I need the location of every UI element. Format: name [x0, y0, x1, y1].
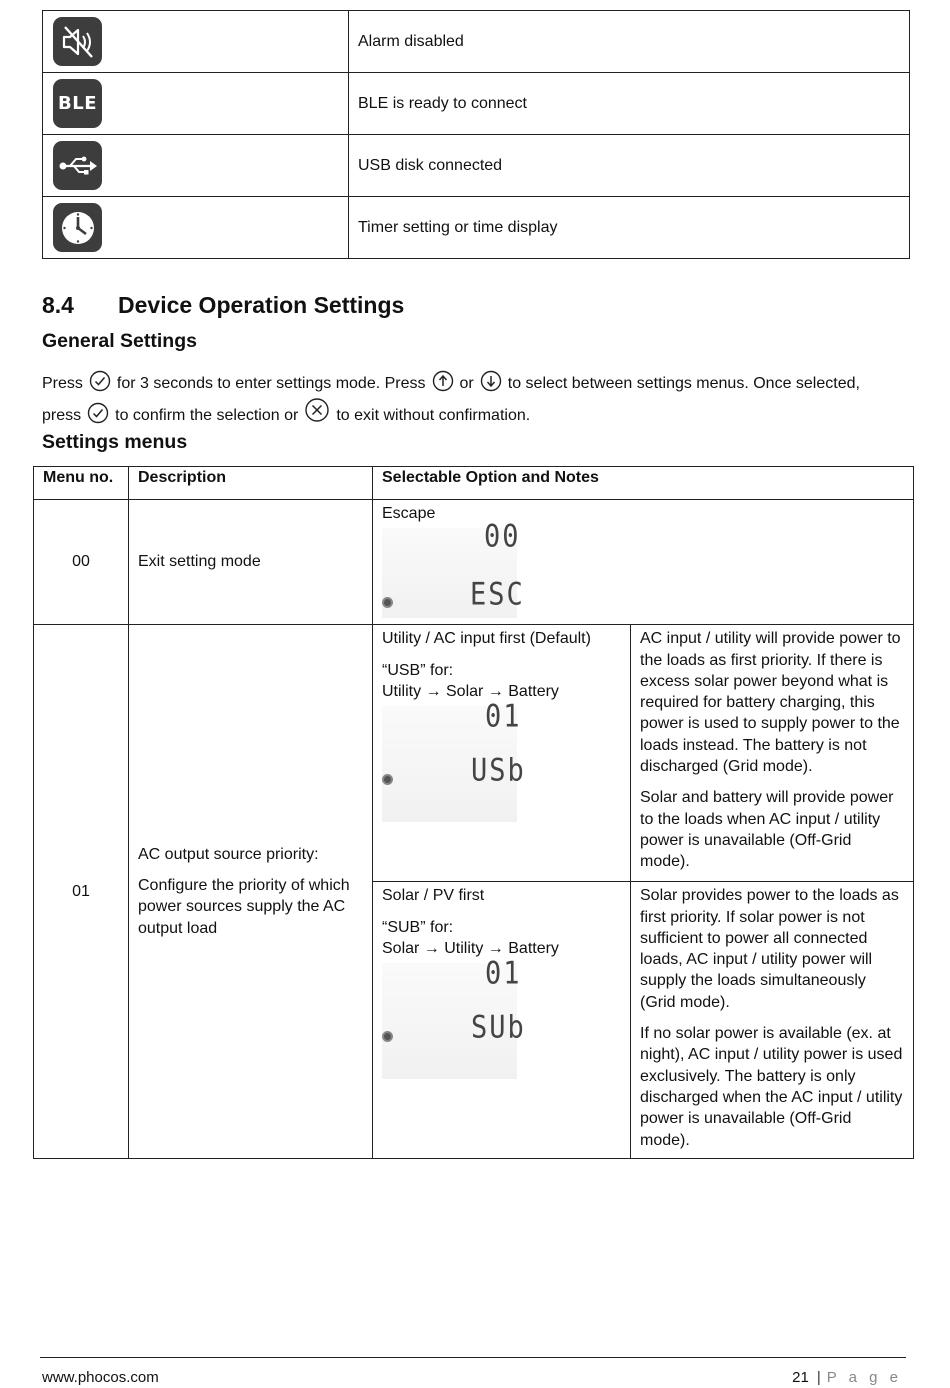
option-path: Solar → Utility → Battery	[382, 939, 559, 957]
settings-menu-table	[33, 466, 914, 1159]
section-number: 8.4	[42, 292, 74, 318]
icon-description: BLE is ready to connect	[349, 73, 910, 135]
option-title: Solar / PV first	[382, 887, 485, 905]
lcd-display	[382, 698, 622, 822]
menu-description: AC output source priority: Configure the priority of which power sources supply the AC output load	[129, 625, 373, 1159]
lcd-display	[382, 518, 622, 620]
column-header-menu-no: Menu no.	[34, 467, 129, 500]
confirm-check-icon	[89, 370, 111, 392]
lcd-display	[382, 955, 622, 1079]
table-row	[43, 11, 910, 73]
menu-number: 01	[34, 625, 129, 1159]
icon-description: USB disk connected	[349, 135, 910, 197]
footer-website: www.phocos.com	[42, 1369, 159, 1386]
menu-description: Exit setting mode	[129, 500, 373, 625]
ble-icon-label: BLE	[58, 93, 97, 114]
usb-icon	[53, 141, 102, 190]
lcd-menu-number: 00	[484, 518, 521, 555]
option-code: “SUB” for:	[382, 918, 454, 936]
escape-x-icon	[304, 398, 330, 424]
section-heading	[42, 292, 404, 319]
menu-option-cell	[373, 500, 914, 625]
lcd-menu-number: 01	[485, 955, 522, 992]
menu-option-cell	[373, 882, 631, 1159]
settings-menus-heading: Settings menus	[42, 431, 188, 453]
section-title: Device Operation Settings	[118, 292, 405, 318]
lcd-option-code: SUb	[471, 1009, 526, 1046]
option-title: Utility / AC input first (Default)	[382, 630, 591, 648]
clock-icon	[53, 203, 102, 252]
option-notes: Solar provides power to the loads as first priority. If solar power is not sufficient to power all connected loads, AC input / utility power will supply the loads simultaneously (Grid mode). If no solar power is available (ex. at night), AC input / utility power is used exclusively. The battery is only discharged when the AC input / utility power is unavailable (Off-Grid mode).	[631, 882, 914, 1159]
menu-option-cell	[373, 625, 631, 882]
option-title: Escape	[382, 505, 436, 522]
table-row	[43, 197, 910, 259]
table-row	[43, 73, 910, 135]
option-notes: AC input / utility will provide power to the loads as first priority. If there is excess solar power beyond what is required for battery charging, this power is used to supply power to the loads instead. The battery is not discharged (Grid mode). Solar and battery will provide power to the loads when AC input / utility power is unavailable (Off-Grid mode).	[631, 625, 914, 882]
option-code: “USB” for:	[382, 661, 454, 679]
table-row	[34, 625, 914, 882]
arrow-down-icon	[480, 370, 502, 392]
icon-description: Timer setting or time display	[349, 197, 910, 259]
table-row	[34, 500, 914, 625]
confirm-check-icon	[87, 402, 109, 424]
instruction-line-2: press to confirm the selection or to exit without confirmation.	[42, 398, 530, 425]
icon-description: Alarm disabled	[349, 11, 910, 73]
arrow-up-icon	[432, 370, 454, 392]
general-settings-heading: General Settings	[42, 330, 197, 352]
status-icon-table	[42, 10, 910, 259]
ble-icon	[53, 79, 102, 128]
footer-divider	[40, 1357, 906, 1358]
footer-page-number: 21 | P a g e	[792, 1369, 902, 1386]
column-header-description: Description	[129, 467, 373, 500]
lcd-option-code: USb	[471, 752, 526, 789]
menu-number: 00	[34, 500, 129, 625]
column-header-options: Selectable Option and Notes	[373, 467, 914, 500]
table-row	[43, 135, 910, 197]
instruction-line-1: Press for 3 seconds to enter settings mode. Press or to select between settings menus. Once selected,	[42, 370, 860, 393]
lcd-option-code: ESC	[470, 576, 525, 613]
lcd-menu-number: 01	[485, 698, 522, 735]
table-header-row	[34, 467, 914, 500]
option-path: Utility → Solar → Battery	[382, 682, 559, 700]
alarm-disabled-icon	[53, 17, 102, 66]
